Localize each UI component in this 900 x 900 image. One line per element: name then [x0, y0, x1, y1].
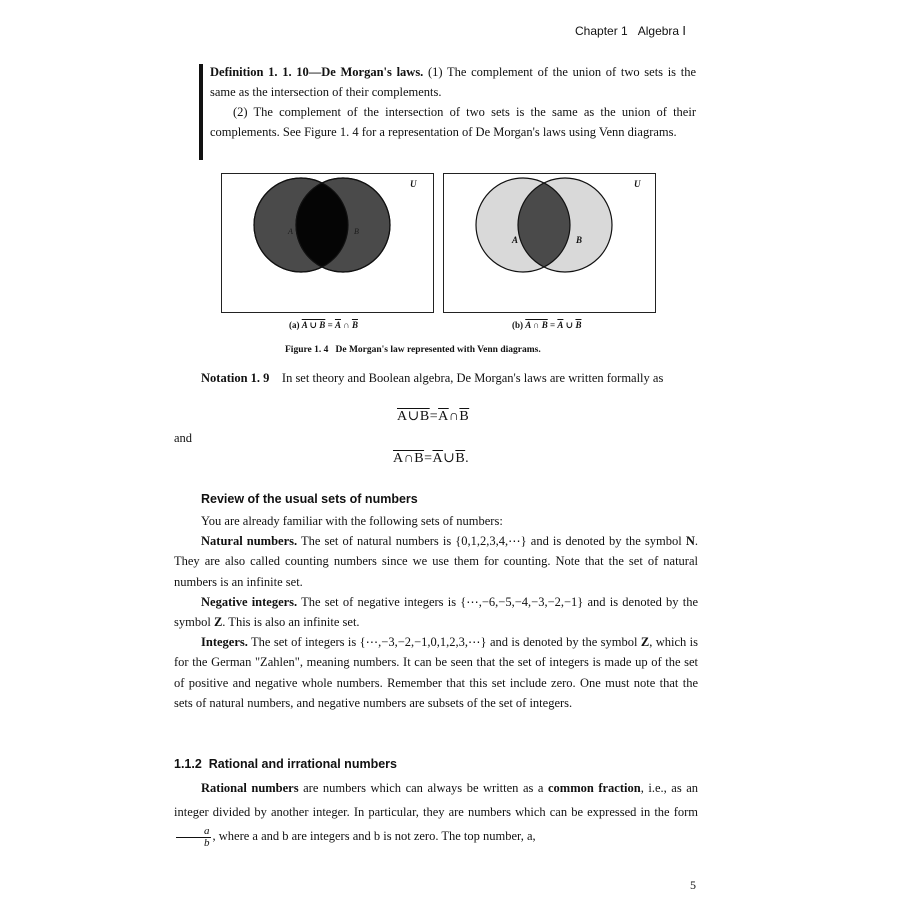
venn-a-label-a: A: [288, 227, 293, 236]
subcaption-b-lhs: A ∩ B: [525, 320, 548, 330]
eq1-rhs-2: $\overline{B}$: [459, 409, 470, 424]
equation-1: [397, 408, 469, 425]
definition-rule: [199, 64, 203, 160]
subcaption-a-eq: =: [325, 320, 335, 330]
subcaption-a-lhs: A ∪ B: [301, 320, 326, 330]
rational-text-1: are numbers which can always be written as a: [298, 781, 548, 795]
subcaption-b-eq: =: [547, 320, 558, 330]
eq2-op: ∪: [443, 451, 456, 466]
venn-a-label-b: B: [354, 227, 359, 236]
notation-text: In set theory and Boolean algebra, De Morgan's laws are written formally as: [281, 371, 664, 385]
section-heading: 1.1.2 Rational and irrational numbers: [174, 757, 397, 771]
review-intro: [174, 511, 698, 531]
negative-text-1: The set of negative integers is {⋯,−6,−5,−4,−3,−2,−1} and is denoted by the symbol: [174, 595, 698, 630]
negative-text-2: . This is also an infinite set.: [222, 615, 360, 630]
venn-b-universe-label: U: [634, 179, 641, 189]
subcaption-a-op: ∩: [340, 320, 352, 330]
eq2-rhs-2: $\overline{B}$: [455, 451, 466, 466]
rational-paragraph: [174, 776, 698, 849]
eq2-lhs: A∩B: [393, 451, 425, 466]
natural-numbers-paragraph: [174, 531, 698, 592]
definition-part1: [210, 62, 696, 103]
venn-b-svg: [444, 174, 655, 312]
negative-integers-paragraph: [174, 592, 698, 633]
subcaption-a: [289, 320, 358, 331]
eq2-end: .: [465, 451, 470, 466]
subcaption-b-op: ∪: [563, 320, 576, 330]
definition-part2-text: (2) The complement of the intersection of two sets is the same as the union of their complements. See Figure 1. 4 for a representation of De Morgan's laws using Venn diagrams.: [210, 105, 696, 140]
integers-paragraph: [174, 632, 698, 713]
subcaption-b-rhs-1: $\overline{A}$: [557, 320, 564, 330]
fraction-denominator: b: [204, 836, 210, 849]
natural-symbol: N: [685, 534, 695, 548]
eq2-equals: =: [424, 451, 433, 466]
fraction-a-over-b: [176, 826, 211, 849]
subcaption-b: [512, 320, 581, 331]
subcaption-a-rhs-1: $\overline{A}$: [334, 320, 341, 330]
negative-symbol: Z: [213, 615, 223, 630]
venn-a-svg: [222, 174, 433, 312]
definition-part1-text: (1) The complement of the union of two sets is the same as the intersection of their complements.: [210, 65, 696, 100]
subcaption-b-rhs-2: $\overline{B}$: [575, 320, 582, 330]
venn-a-universe-label: U: [410, 179, 417, 189]
chapter-number: Chapter 1: [575, 24, 628, 38]
venn-b-label-b: B: [576, 235, 583, 245]
fraction-numerator: a: [176, 826, 211, 838]
chapter-title: Algebra Ⅰ: [637, 24, 686, 38]
eq2-rhs-1: $\overline{A}$: [432, 451, 444, 466]
subcaption-b-prefix: (b): [512, 320, 526, 330]
common-fraction-term: common fraction: [547, 781, 641, 795]
venn-b-label-a: A: [512, 235, 519, 245]
subcaption-a-rhs-2: $\overline{B}$: [351, 320, 358, 330]
figure-caption: Figure 1. 4 De Morgan's law represented with Venn diagrams.: [285, 345, 541, 355]
definition-label: Definition 1. 1. 10—De Morgan's laws.: [210, 65, 424, 79]
rational-text-2: , i.e., as an integer divided by another integer. In particular, they are numbers which can be expressed in the form: [174, 781, 699, 819]
natural-text-2: . They are also called counting numbers since we use them for counting. Note that the set of natural numbers is an infinite set.: [174, 534, 698, 589]
subcaption-a-prefix: (a): [289, 320, 302, 330]
equation-2: [393, 450, 469, 467]
eq1-equals: =: [429, 409, 439, 424]
integers-label: Integers.: [201, 635, 248, 649]
integers-text-2: , which is for the German "Zahlen", meaning numbers. It can be seen that the set of integers is made up of the set of positive and negative whole numbers. Remember that this set include zero. One must note that the sets of natural numbers, and negative numbers are subsets of the set of integers.: [174, 635, 698, 710]
natural-text-1: The set of natural numbers is {0,1,2,3,4,⋯} and is denoted by the symbol: [297, 534, 686, 548]
negative-label: Negative integers.: [201, 595, 298, 609]
venn-diagram-a: [221, 173, 434, 313]
eq1-op: ∩: [448, 409, 460, 424]
notation-label: Notation 1. 9: [201, 371, 270, 385]
integers-text-1: The set of integers is {⋯,−3,−2,−1,0,1,2,3,⋯} and is denoted by the symbol: [247, 635, 641, 649]
rational-text-3: , where a and b are integers and b is not zero. The top number, a,: [212, 829, 536, 843]
and-text: and: [174, 431, 193, 445]
rational-label: Rational numbers: [201, 781, 299, 795]
running-header: [575, 24, 686, 38]
integers-symbol: Z: [640, 635, 650, 649]
eq1-rhs-1: $\overline{A}$: [438, 409, 449, 424]
eq1-lhs: A∪B: [397, 409, 430, 424]
venn-diagram-b: [443, 173, 656, 313]
definition-part2: [210, 102, 696, 143]
page-number: 5: [690, 878, 696, 892]
review-intro-text: You are already familiar with the following sets of numbers:: [201, 514, 503, 528]
notation-paragraph: [174, 368, 698, 388]
review-heading: Review of the usual sets of numbers: [201, 492, 418, 506]
natural-label: Natural numbers.: [201, 534, 298, 548]
